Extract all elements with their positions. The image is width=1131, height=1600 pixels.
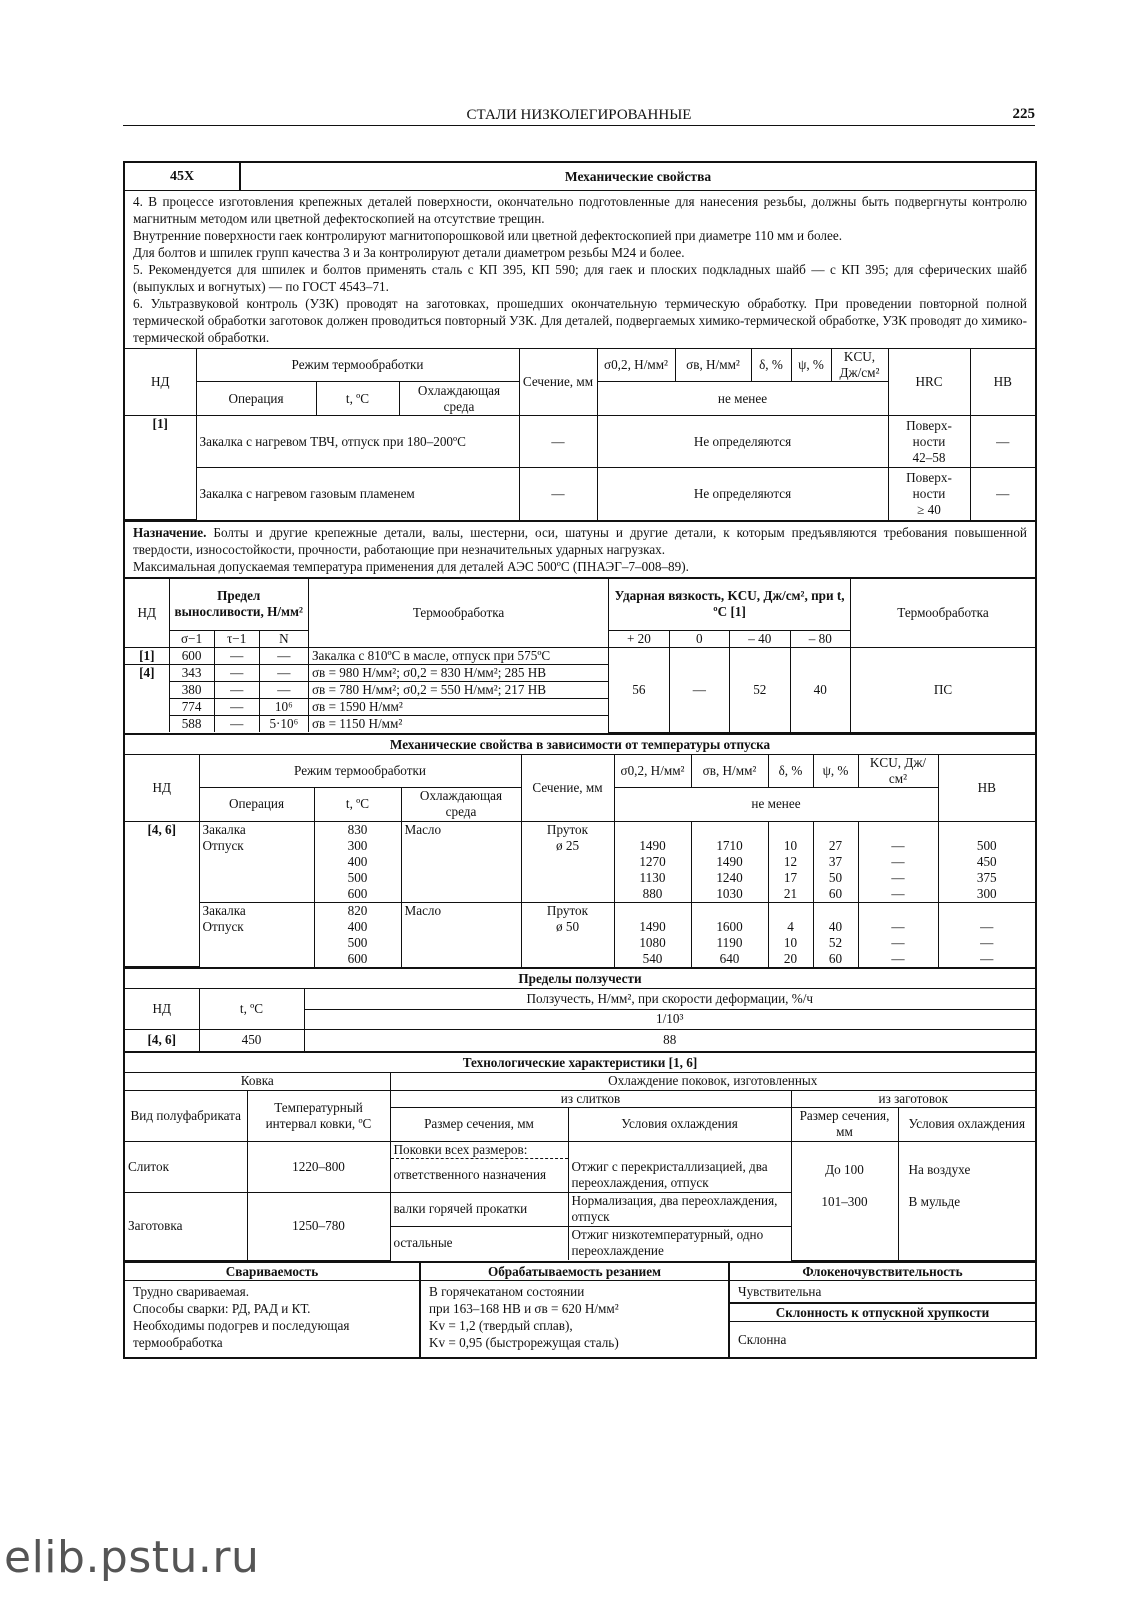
tech-table — [125, 1073, 1035, 1261]
e-r5-nd — [125, 715, 169, 732]
t-g1-hb: 500 450 375 300 — [938, 821, 1035, 902]
t-h-sv: σв, Н/мм² — [691, 755, 768, 788]
mech-props-table — [125, 349, 1035, 520]
row2-hrc: Поверх- ности ≥ 40 — [888, 468, 970, 520]
tech-kind-billet: Заготовка — [125, 1192, 247, 1260]
h-psi: ψ, % — [791, 349, 831, 382]
row1-operation: Закалка с нагревом ТВЧ, отпуск при 180–200ºС — [196, 416, 519, 468]
t-h-section: Сечение, мм — [521, 755, 614, 822]
e-kcu-20: 56 — [609, 647, 669, 732]
e-r3-s: 380 — [169, 681, 214, 698]
h-mode: Режим термообработки — [196, 349, 519, 382]
e-h-limit: Предел выносливости, Н/мм² — [169, 579, 308, 630]
t-g1-delta: 10 12 17 21 — [768, 821, 813, 902]
running-header — [123, 105, 1035, 126]
t-g2-section: Пруток ø 50 — [521, 902, 614, 967]
h-kcu: KCU, Дж/см² — [831, 349, 888, 382]
c-h-nd: НД — [125, 989, 199, 1029]
e-r3-n: — — [259, 681, 308, 698]
e-r2-n: — — [259, 664, 308, 681]
endurance-block — [125, 577, 1035, 733]
e-kcu-m80: 40 — [790, 647, 850, 732]
h-sv: σв, Н/мм² — [675, 349, 751, 382]
row2-operation: Закалка с нагревом газовым пламенем — [196, 468, 519, 520]
t-h-min: не менее — [614, 787, 938, 821]
tech-title: Технологические характеристики [1, 6] — [125, 1051, 1035, 1073]
t-g2-sv: 1600 1190 640 — [691, 902, 768, 967]
mech-props-block — [125, 348, 1035, 520]
h-nd: НД — [125, 349, 196, 416]
purpose-temp: Максимальная допускаемая температура применения для деталей АЭС 500ºС (ПНАЭГ–7–008–89). — [133, 559, 689, 574]
h-s02: σ0,2, Н/мм² — [597, 349, 675, 382]
e-h-heat: Термообработка — [308, 579, 608, 647]
tech-item3-size: остальные — [390, 1226, 568, 1260]
t-g1-ops: Закалка Отпуск — [199, 821, 314, 902]
weldability — [125, 1263, 421, 1357]
t-g2-kcu: — — — — [858, 902, 938, 967]
e-r2-s: 343 — [169, 664, 214, 681]
section-title: Механические свойства — [564, 168, 712, 184]
e-kcu-0: — — [669, 647, 729, 732]
h-hrc: HRC — [888, 349, 970, 416]
e-r5-s: 588 — [169, 715, 214, 732]
tech-h-forging: Ковка — [125, 1073, 390, 1090]
t-h-kcu: KCU, Дж/см² — [858, 755, 938, 788]
tech-interval-ingot: 1220–800 — [247, 1141, 390, 1192]
e-r3-heat: σв = 780 Н/мм²; σ0,2 = 550 Н/мм²; 217 НВ — [308, 681, 608, 698]
mach-line3: Kv = 1,2 (твердый сплав), — [429, 1317, 573, 1333]
row2-values: Не определяются — [597, 468, 888, 520]
creep-title: Пределы ползучести — [125, 967, 1035, 989]
tech-item2-cond: Нормализация, два переохлаждения, отпуск — [568, 1192, 791, 1226]
e-r5-tau: — — [214, 715, 259, 732]
mach-title: Обрабатываемость резанием — [421, 1263, 728, 1281]
e-r4-heat: σв = 1590 Н/мм² — [308, 698, 608, 715]
note-4: 4. В процессе изготовления крепежных деталей поверхности, окончательно подготовленные для нанесения резьбы, должны быть подвергнуты контролю магнитным методом или цветной дефектоскопией на отсутствие трещин. — [133, 194, 1027, 226]
e-r5-heat: σв = 1150 Н/мм² — [308, 715, 608, 732]
purpose-text: Болты и другие крепежные детали, валы, шестерни, оси, шатуны и другие детали, к которым предъявляются требования повышенной твердости, износостойкости, прочности, работающие при незначительных ударных нагрузках. — [133, 525, 1027, 557]
e-r2-nd: [4] — [125, 664, 169, 681]
running-title: СТАЛИ НИЗКОЛЕГИРОВАННЫЕ — [466, 107, 692, 123]
note-4-inner: Внутренние поверхности гаек контролируют магнитопорошковой или цветной дефектоскопией при диаметре 110 мм и более. — [133, 228, 843, 243]
watermark: elib.pstu.ru — [4, 1532, 260, 1583]
purpose-label: Назначение. — [133, 525, 207, 540]
note-4-bolts: Для болтов и шпилек групп качества 3 и 3а контролируют детали диаметром резьбы М24 и более. — [133, 245, 685, 260]
tech-h-kind: Вид полуфабриката — [125, 1090, 247, 1141]
mach-line2: при 163–168 НВ и σв = 620 Н/мм² — [429, 1300, 619, 1316]
t-g2-temps: 820 400 500 600 — [314, 902, 401, 967]
row1-hb: — — [970, 416, 1035, 468]
e-r1-s: 600 — [169, 647, 214, 664]
e-temp-m80: – 80 — [790, 630, 850, 647]
e-r3-nd — [125, 681, 169, 698]
notes — [125, 191, 1035, 348]
t-g1-psi: 27 37 50 60 — [813, 821, 858, 902]
c-h-creep: Ползучесть, Н/мм², при скорости деформации, %/ч — [304, 989, 1035, 1009]
tech-h-size: Размер сечения, мм — [390, 1107, 568, 1141]
temper-block — [125, 755, 1035, 968]
e-kcu-m40: 52 — [730, 647, 790, 732]
creep-table — [125, 989, 1035, 1051]
h-hb: НВ — [970, 349, 1035, 416]
t-h-s02: σ0,2, Н/мм² — [614, 755, 691, 788]
t-g1-section: Пруток ø 25 — [521, 821, 614, 902]
flake-title: Флокеночувствительность — [730, 1263, 1035, 1281]
t-h-temp: t, ºС — [314, 787, 401, 821]
t-h-cooling: Охлаждающая среда — [401, 787, 521, 821]
e-temp-20: + 20 — [609, 630, 669, 647]
t-g1-kcu: — — — — — [858, 821, 938, 902]
t-nd: [4, 6] — [125, 821, 199, 967]
tech-item1-size: ответственного назначения — [390, 1158, 568, 1192]
t-g2-s02: 1490 1080 540 — [614, 902, 691, 967]
h-min: не менее — [597, 382, 888, 416]
c-nd: [4, 6] — [125, 1029, 199, 1051]
e-r1-nd: [1] — [125, 647, 169, 664]
steel-grade: 45Х — [125, 163, 241, 190]
weld-line1: Трудно свариваемая. — [133, 1283, 250, 1299]
t-g2-psi: 40 52 60 — [813, 902, 858, 967]
h-cooling: Охлаждающая среда — [399, 382, 519, 416]
e-r4-n: 10⁶ — [259, 698, 308, 715]
weld-title: Свариваемость — [125, 1263, 419, 1281]
tech-h-ingot: из слитков — [390, 1090, 791, 1107]
tech-billet-conds: На воздухе В мульде — [898, 1141, 1035, 1260]
e-impact-heat: ПС — [850, 647, 1035, 732]
tech-item3-cond: Отжиг низкотемпературный, одно переохлаждение — [568, 1226, 791, 1260]
t-g1-cooling: Масло — [401, 821, 521, 902]
e-r2-tau: — — [214, 664, 259, 681]
h-temp: t, ºС — [316, 382, 399, 416]
e-h-tau: τ−1 — [214, 630, 259, 647]
t-g1-temps: 830 300 400 500 600 — [314, 821, 401, 902]
t-h-operation: Операция — [199, 787, 314, 821]
mach-line4: Kv = 0,95 (быстрорежущая сталь) — [429, 1334, 619, 1350]
e-r4-tau: — — [214, 698, 259, 715]
temper-table — [125, 755, 1035, 968]
row2-hb: — — [970, 468, 1035, 520]
t-h-nd: НД — [125, 755, 199, 822]
c-h-rate: 1/10³ — [304, 1009, 1035, 1029]
creep-block — [125, 989, 1035, 1051]
e-r3-tau: — — [214, 681, 259, 698]
tech-h-size2: Размер сечения, мм — [791, 1107, 898, 1141]
e-r2-heat: σв = 980 Н/мм²; σ0,2 = 830 Н/мм²; 285 НВ — [308, 664, 608, 681]
e-h-n: N — [259, 630, 308, 647]
t-g2-delta: 4 10 20 — [768, 902, 813, 967]
endurance-table — [125, 579, 1035, 733]
tech-h-cond2: Условия охлаждения — [898, 1107, 1035, 1141]
footer-block — [125, 1261, 1035, 1357]
e-r1-tau: — — [214, 647, 259, 664]
c-temp: 450 — [199, 1029, 304, 1051]
brittle-value: Склонна — [738, 1331, 787, 1347]
page-number: 225 — [1012, 106, 1035, 122]
t-g1-sv: 1710 1490 1240 1030 — [691, 821, 768, 902]
c-h-temp: t, ºС — [199, 989, 304, 1029]
t-h-hb: НВ — [938, 755, 1035, 822]
nd-ref: [1] — [125, 416, 196, 520]
row1-values: Не определяются — [597, 416, 888, 468]
h-section: Сечение, мм — [519, 349, 597, 416]
flake-value: Чувствительна — [738, 1283, 822, 1299]
t-g2-cooling: Масло — [401, 902, 521, 967]
row2-section: — — [519, 468, 597, 520]
note-5: 5. Рекомендуется для шпилек и болтов применять сталь с КП 395, КП 590; для гаек и плоских подкладных шайб — с КП 395; для сферических шайб (выпуклых и вогнутых) — по ГОСТ 4543–71. — [133, 262, 1027, 294]
e-r1-n: — — [259, 647, 308, 664]
tech-billet-sizes: До 100 101–300 — [791, 1141, 898, 1260]
e-r5-n: 5·10⁶ — [259, 715, 308, 732]
machinability — [421, 1263, 730, 1357]
tech-kind-ingot: Слиток — [125, 1141, 247, 1192]
e-r4-s: 774 — [169, 698, 214, 715]
e-h-sigma: σ−1 — [169, 630, 214, 647]
steel-datasheet — [123, 161, 1037, 1359]
brittle-title: Склонность к отпускной хрупкости — [730, 1302, 1035, 1322]
e-h-impact: Ударная вязкость, KCU, Дж/см², при t, ºС [1] — [609, 579, 851, 630]
t-h-mode: Режим термообработки — [199, 755, 521, 788]
tech-item1-cond: Отжиг с перекристаллизацией, два переохлаждения, отпуск — [568, 1158, 791, 1192]
tech-h-interval: Температурный интервал ковки, ºС — [247, 1090, 390, 1141]
t-g2-ops: Закалка Отпуск — [199, 902, 314, 967]
e-h-nd: НД — [125, 579, 169, 647]
tech-item2-size: валки горячей прокатки — [390, 1192, 568, 1226]
title-row — [125, 163, 1035, 191]
e-r1-heat: Закалка с 810ºС в масле, отпуск при 575ºС — [308, 647, 608, 664]
flake-sensitivity — [730, 1263, 1035, 1357]
t-g1-s02: 1490 1270 1130 880 — [614, 821, 691, 902]
weld-line3: Необходимы подогрев и последующая термообработка — [133, 1317, 350, 1350]
h-operation: Операция — [196, 382, 316, 416]
t-g2-hb: — — — — [938, 902, 1035, 967]
tech-h-cooling: Охлаждение поковок, изготовленных — [390, 1073, 1035, 1090]
mach-line1: В горячекатаном состоянии — [429, 1283, 585, 1299]
c-value: 88 — [304, 1029, 1035, 1051]
temper-title: Механические свойства в зависимости от температуры отпуска — [125, 733, 1035, 755]
t-h-psi: ψ, % — [813, 755, 858, 788]
e-temp-m40: – 40 — [730, 630, 790, 647]
e-r4-nd — [125, 698, 169, 715]
tech-forgings-all: Поковки всех размеров: — [390, 1141, 568, 1158]
h-delta: δ, % — [751, 349, 791, 382]
note-6: 6. Ультразвуковой контроль (УЗК) проводят на заготовках, прошедших окончательную термическую обработку. При проведении повторной полной термической обработки заготовок должен проводиться повторный УЗК. Для деталей, подвергаемых химико-термической обработке, УЗК проводят до химико-термической обработки. — [133, 296, 1027, 345]
e-h-heat2: Термообработка — [850, 579, 1035, 647]
tech-h-billet: из заготовок — [791, 1090, 1035, 1107]
purpose — [125, 520, 1035, 577]
row1-hrc: Поверх- ности 42–58 — [888, 416, 970, 468]
e-temp-0: 0 — [669, 630, 729, 647]
row1-section: — — [519, 416, 597, 468]
tech-block — [125, 1073, 1035, 1261]
t-h-delta: δ, % — [768, 755, 813, 788]
tech-interval-billet: 1250–780 — [247, 1192, 390, 1260]
weld-line2: Способы сварки: РД, РАД и КТ. — [133, 1300, 311, 1316]
tech-h-cond: Условия охлаждения — [568, 1107, 791, 1141]
